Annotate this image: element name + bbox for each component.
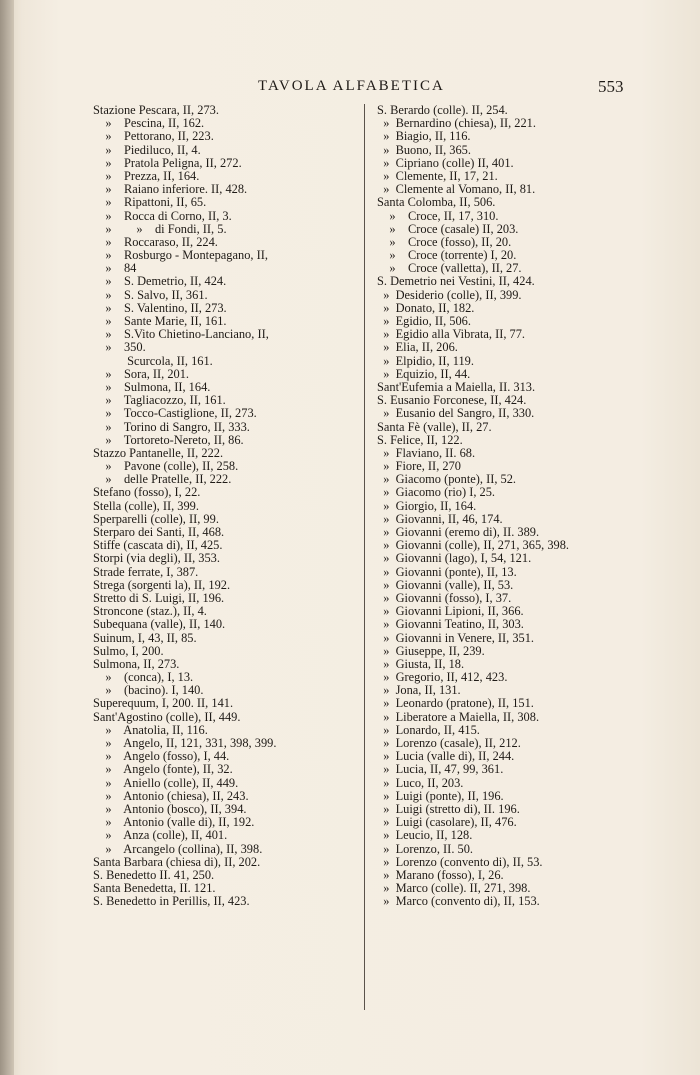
index-entry: » Giacomo (ponte), II, 52. bbox=[377, 472, 517, 487]
index-entry: » Flaviano, II. 68. bbox=[377, 445, 476, 460]
index-entry: » Lonardo, II, 415. bbox=[377, 722, 480, 737]
index-entry: » Roccaraso, II, 224. bbox=[93, 234, 218, 249]
index-entry: » Clemente al Vomano, II, 81. bbox=[377, 182, 536, 197]
index-entry: » Equizio, II, 44. bbox=[377, 366, 471, 381]
index-entry: » Giuseppe, II, 239. bbox=[377, 643, 485, 658]
index-entry: Strega (sorgenti la), II, 192. bbox=[93, 577, 231, 592]
index-entry: S. Benedetto II. 41, 250. bbox=[93, 867, 215, 882]
index-entry: Sulmo, I, 200. bbox=[93, 643, 164, 658]
index-entry: » Fiore, II, 270 bbox=[377, 459, 461, 474]
page-number: 553 bbox=[598, 77, 624, 96]
index-entry: » Sante Marie, II, 161. bbox=[93, 314, 227, 328]
running-title: TAVOLA ALFABETICA bbox=[258, 78, 445, 94]
index-entry: » Giovanni (fosso), I, 37. bbox=[377, 590, 512, 605]
index-entry: » Giovanni (ponte), II, 13. bbox=[377, 564, 517, 579]
index-entry: S. Eusanio Forconese, II, 424. bbox=[377, 393, 527, 408]
index-entry: » Cipriano (colle) II, 401. bbox=[377, 155, 514, 170]
index-entry: » Clemente, II, 17, 21. bbox=[377, 168, 498, 183]
index-entry: » Giusta, II, 18. bbox=[377, 656, 465, 671]
index-entry: » Angelo, II, 121, 331, 398, 399. bbox=[93, 736, 277, 750]
index-entry: » Biagio, II, 116. bbox=[377, 129, 471, 144]
index-entry: Subequana (valle), II, 140. bbox=[93, 617, 226, 632]
index-entry: » Raiano inferiore. II, 428. bbox=[93, 182, 248, 197]
index-entry: Sant'Agostino (colle), II, 449. bbox=[93, 709, 241, 724]
index-entry: » Giovanni (valle), II, 53. bbox=[377, 577, 514, 592]
index-entry: Suinum, I, 43, II, 85. bbox=[93, 630, 197, 645]
index-entry: » S. Valentino, II, 273. bbox=[93, 300, 227, 315]
index-entry: » Lucia, II, 47, 99, 361. bbox=[377, 762, 504, 777]
index-entry: » Antonio (bosco), II, 394. bbox=[93, 801, 247, 816]
index-entry: » S.Vito Chietino-Lanciano, II, bbox=[93, 327, 269, 342]
index-entry: » Giovanni (eremo di), II. 389. bbox=[377, 525, 540, 539]
index-entry: Sterparo dei Santi, II, 468. bbox=[93, 525, 225, 539]
index-entry: » Lorenzo, II. 50. bbox=[377, 841, 473, 856]
index-entry: » Antonio (valle di), II, 192. bbox=[93, 815, 255, 830]
index-entry: » Croce (valletta), II, 27. bbox=[377, 261, 522, 276]
index-entry: Storpi (via degli), II, 353. bbox=[93, 551, 220, 566]
index-entry: » Arcangelo (collina), II, 398. bbox=[93, 841, 263, 856]
index-entry: » Desiderio (colle), II, 399. bbox=[377, 287, 522, 302]
index-entry: » Antonio (chiesa), II, 243. bbox=[93, 788, 249, 803]
index-entry: » Eusanio del Sangro, II, 330. bbox=[377, 406, 535, 421]
index-entry: » Giovanni Teatino, II, 303. bbox=[377, 617, 524, 632]
index-entry: Santa Benedetta, II. 121. bbox=[93, 881, 216, 896]
index-entry: Stazione Pescara, II, 273. bbox=[93, 103, 219, 117]
index-entry: Santa Barbara (chiesa di), II, 202. bbox=[93, 854, 261, 869]
index-entry: » Lorenzo (casale), II, 212. bbox=[377, 736, 521, 750]
index-entry: » Pescina, II, 162. bbox=[93, 116, 205, 131]
index-entry: » Anatolia, II, 116. bbox=[93, 722, 208, 737]
index-entry: » Giovanni Lipioni, II, 366. bbox=[377, 604, 524, 619]
index-entry: Stroncone (staz.), II, 4. bbox=[93, 604, 207, 619]
index-entry: » (bacino). I, 140. bbox=[93, 683, 204, 698]
index-entry: » 84 bbox=[93, 261, 137, 276]
index-entry: » Pratola Peligna, II, 272. bbox=[93, 155, 242, 170]
index-entry: » delle Pratelle, II, 222. bbox=[93, 472, 232, 487]
column-divider bbox=[364, 104, 365, 1010]
index-entry: » Ripattoni, II, 65. bbox=[93, 195, 207, 210]
index-entry: S. Benedetto in Perillis, II, 423. bbox=[93, 894, 250, 909]
index-entry: » Marco (colle). II, 271, 398. bbox=[377, 881, 531, 896]
index-entry: » Giovanni, II, 46, 174. bbox=[377, 511, 503, 526]
index-entry: Stella (colle), II, 399. bbox=[93, 498, 199, 513]
index-entry: » Angelo (fosso), I, 44. bbox=[93, 749, 230, 764]
index-entry: Superequum, I, 200. II, 141. bbox=[93, 696, 234, 711]
index-entry: Stretto di S. Luigi, II, 196. bbox=[93, 590, 225, 605]
index-entry: » Elpidio, II, 119. bbox=[377, 353, 474, 368]
index-entry: » Jona, II, 131. bbox=[377, 683, 461, 698]
index-entry: » Egidio alla Vibrata, II, 77. bbox=[377, 327, 526, 342]
index-entry: » Giovanni in Venere, II, 351. bbox=[377, 630, 535, 645]
index-entry: » Luco, II, 203. bbox=[377, 775, 464, 790]
index-entry: S. Felice, II, 122. bbox=[377, 432, 463, 447]
index-entry: Scurcola, II, 161. bbox=[93, 353, 213, 368]
index-entry: Stiffe (cascata di), II, 425. bbox=[93, 538, 223, 553]
index-entry: Strade ferrate, I, 387. bbox=[93, 564, 199, 579]
index-entry: Sperparelli (colle), II, 99. bbox=[93, 511, 219, 526]
index-entry: » Gregorio, II, 412, 423. bbox=[377, 670, 508, 685]
index-entry: » Rocca di Corno, II, 3. bbox=[93, 208, 232, 223]
index-column-left bbox=[93, 104, 355, 908]
index-entry: » Croce (fosso), II, 20. bbox=[377, 234, 512, 249]
index-entry: » Giovanni (lago), I, 54, 121. bbox=[377, 551, 532, 566]
index-entry: Sant'Eufemia a Maiella, II. 313. bbox=[377, 379, 536, 394]
index-entry: Santa Fè (valle), II, 27. bbox=[377, 419, 492, 434]
index-entry: S. Berardo (colle). II, 254. bbox=[377, 103, 508, 117]
index-entry: » Lorenzo (convento di), II, 53. bbox=[377, 854, 543, 869]
index-entry: » Aniello (colle), II, 449. bbox=[93, 775, 239, 790]
index-entry: » Giacomo (rio) I, 25. bbox=[377, 485, 496, 500]
index-entry: » Piediluco, II, 4. bbox=[93, 142, 201, 157]
index-entry: » Liberatore a Maiella, II, 308. bbox=[377, 709, 540, 724]
page-header bbox=[0, 78, 700, 100]
index-entry: Stazzo Pantanelle, II, 222. bbox=[93, 445, 224, 460]
index-entry: » Croce, II, 17, 310. bbox=[377, 208, 499, 223]
index-entry: » Sulmona, II, 164. bbox=[93, 379, 211, 394]
index-entry: » Marco (convento di), II, 153. bbox=[377, 894, 540, 909]
index-entry: » Leucio, II, 128. bbox=[377, 828, 473, 843]
index-entry: » Marano (fosso), I, 26. bbox=[377, 867, 504, 882]
index-entry: » 350. bbox=[93, 340, 146, 355]
index-entry: » Sora, II, 201. bbox=[93, 366, 190, 381]
index-entry: » Elia, II, 206. bbox=[377, 340, 458, 355]
index-entry: » S. Salvo, II, 361. bbox=[93, 287, 208, 302]
index-entry: » Tagliacozzo, II, 161. bbox=[93, 393, 226, 408]
index-entry: S. Demetrio nei Vestini, II, 424. bbox=[377, 274, 535, 289]
index-column-right bbox=[377, 104, 649, 908]
index-entry: » » di Fondi, II, 5. bbox=[93, 221, 227, 236]
index-entry: » Luigi (casolare), II, 476. bbox=[377, 815, 517, 830]
index-entry: » Lucia (valle di), II, 244. bbox=[377, 749, 515, 764]
index-entry: » Giorgio, II, 164. bbox=[377, 498, 477, 513]
index-entry: » Leonardo (pratone), II, 151. bbox=[377, 696, 534, 711]
index-entry: » Donato, II, 182. bbox=[377, 300, 475, 315]
index-entry: » Anza (colle), II, 401. bbox=[93, 828, 228, 843]
index-entry: » Tocco-Castiglione, II, 273. bbox=[93, 406, 257, 421]
index-entry: » Croce (casale) II, 203. bbox=[377, 221, 519, 236]
index-entry: » S. Demetrio, II, 424. bbox=[93, 274, 227, 289]
page-spine-shadow bbox=[0, 0, 14, 1075]
index-entry: » Luigi (stretto di), II. 196. bbox=[377, 801, 520, 816]
index-entry: » Giovanni (colle), II, 271, 365, 398. bbox=[377, 538, 570, 553]
index-entry: » Angelo (fonte), II, 32. bbox=[93, 762, 233, 777]
index-entry: » Rosburgo - Montepagano, II, bbox=[93, 248, 268, 263]
index-entry: » Tortoreto-Nereto, II, 86. bbox=[93, 432, 244, 447]
index-entry: » Pettorano, II, 223. bbox=[93, 129, 214, 144]
index-entry: » Pavone (colle), II, 258. bbox=[93, 459, 239, 474]
index-entry: » Prezza, II, 164. bbox=[93, 168, 200, 183]
index-entry: Stefano (fosso), I, 22. bbox=[93, 485, 201, 500]
index-entry: » (conca), I, 13. bbox=[93, 670, 194, 685]
index-entry: » Buono, II, 365. bbox=[377, 142, 471, 157]
index-entry: » Torino di Sangro, II, 333. bbox=[93, 419, 250, 434]
index-entry: Santa Colomba, II, 506. bbox=[377, 195, 496, 210]
index-entry: » Luigi (ponte), II, 196. bbox=[377, 788, 504, 803]
index-entry: » Bernardino (chiesa), II, 221. bbox=[377, 116, 536, 131]
index-entry: Sulmona, II, 273. bbox=[93, 656, 180, 671]
index-entry: » Egidio, II, 506. bbox=[377, 314, 471, 328]
index-entry: » Croce (torrente) I, 20. bbox=[377, 248, 517, 263]
